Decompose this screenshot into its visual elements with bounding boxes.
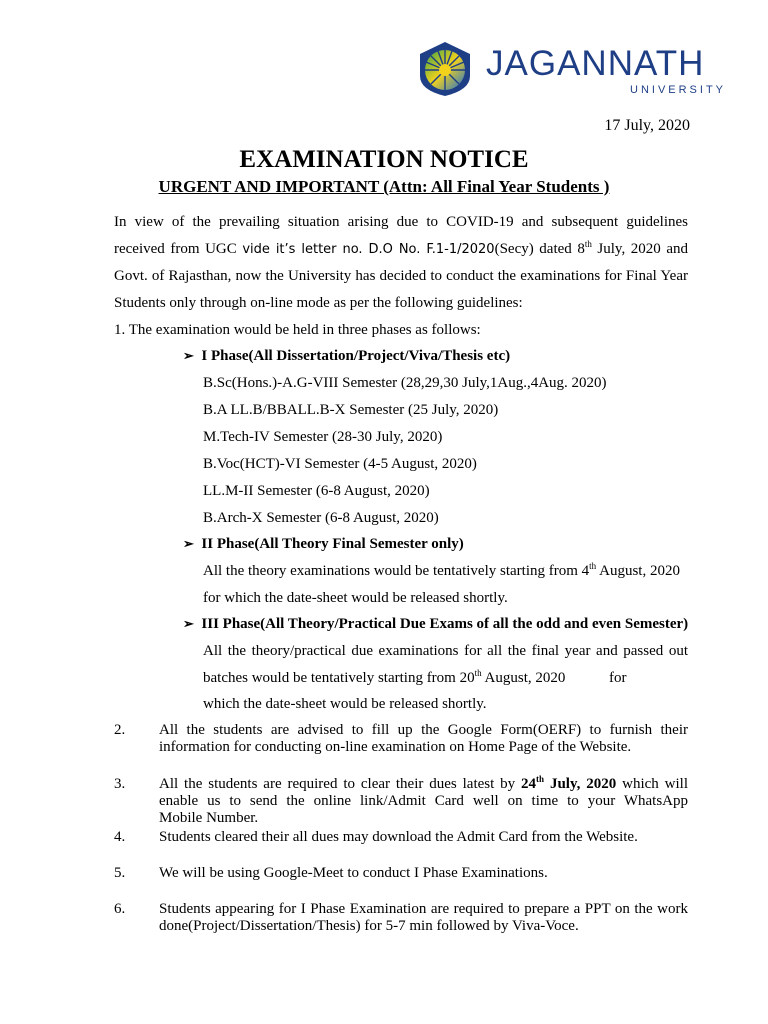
intro-text: July, 2020 and xyxy=(591,241,688,257)
phase-1-item: B.Arch-X Semester (6-8 August, 2020) xyxy=(203,510,439,526)
item-6 xyxy=(159,901,688,935)
item-number-3: 3. xyxy=(114,776,126,792)
phase-1-item: M.Tech-IV Semester (28-30 July, 2020) xyxy=(203,429,443,445)
phase-1-item: LL.M-II Semester (6-8 August, 2020) xyxy=(203,483,430,499)
sunburst-logo-icon xyxy=(416,40,474,98)
item-2 xyxy=(159,722,688,756)
superscript: th xyxy=(536,774,545,784)
due-date-month: July, 2020 xyxy=(544,776,617,792)
item-4 xyxy=(159,829,688,846)
item-2-line: information for conducting on-line examination on Home Page of the Website. xyxy=(159,739,632,755)
phase-2-text: All the theory examinations would be tentatively starting from 4 xyxy=(203,563,590,579)
item-3-line xyxy=(159,776,688,793)
phase-3-line: All the theory/practical due examinations for all the final year and passed out xyxy=(203,643,688,659)
intro-line-5: 1. The examination would be held in three phases as follows: xyxy=(114,322,481,338)
phase-1-item: B.A LL.B/BBALL.B-X Semester (25 July, 2020) xyxy=(203,402,499,418)
item-number-6: 6. xyxy=(114,901,126,917)
notice-title: EXAMINATION NOTICE xyxy=(239,146,529,173)
intro-text: received from UGC xyxy=(114,241,243,257)
phase-1-item: B.Voc(HCT)-VI Semester (4-5 August, 2020) xyxy=(203,456,477,472)
notice-date: 17 July, 2020 xyxy=(604,117,690,134)
phase-2-line xyxy=(203,563,680,580)
item-3-text: All the students are required to clear their dues latest by xyxy=(159,776,522,792)
phase-3-text: batches would be tentatively starting from 20 xyxy=(203,670,475,686)
phase-2-heading xyxy=(183,536,464,553)
notice-subtitle: URGENT AND IMPORTANT (Attn: All Final Year Students ) xyxy=(158,177,610,196)
phase-3-line xyxy=(203,670,565,687)
phase-3-line-end: for xyxy=(609,670,627,686)
item-3-text: which will xyxy=(616,776,688,792)
item-3-line: Mobile Number. xyxy=(159,810,259,826)
logo-subtitle: UNIVERSITY xyxy=(630,84,727,96)
item-6-line: Students appearing for I Phase Examination are required to prepare a PPT on the work xyxy=(159,901,688,917)
university-logo xyxy=(410,38,745,108)
phase-3-text: August, 2020 xyxy=(481,670,566,686)
arrow-bullet-icon: ➢ xyxy=(183,616,194,631)
phase-2-text: August, 2020 xyxy=(596,563,680,579)
superscript: th xyxy=(474,668,482,678)
item-number-5: 5. xyxy=(114,865,126,881)
logo-wordmark: JAGANNATH xyxy=(486,44,705,83)
superscript: th xyxy=(589,561,597,571)
due-date-day: 24 xyxy=(521,776,537,792)
item-6-line: done(Project/Dissertation/Thesis) for 5-7 min followed by Viva-Voce. xyxy=(159,918,579,934)
superscript: th xyxy=(584,239,592,249)
item-3-line: enable us to send the online link/Admit Card well on time to your WhatsApp xyxy=(159,793,688,809)
item-5 xyxy=(159,865,688,882)
phase-3-line: which the date-sheet would be released shortly. xyxy=(203,696,487,712)
intro-paragraph xyxy=(114,209,688,344)
item-4-line: Students cleared their all dues may download the Admit Card from the Website. xyxy=(159,829,638,845)
intro-letter-ref: vide it’s letter no. D.O No. F.1-1/2020 xyxy=(242,242,495,257)
intro-line-4: Students only through on-line mode as per the following guidelines: xyxy=(114,295,523,311)
phase-3-heading xyxy=(183,616,688,633)
item-number-4: 4. xyxy=(114,829,126,845)
intro-text: (Secy) dated 8 xyxy=(494,241,585,257)
item-number-2: 2. xyxy=(114,722,126,738)
phase-1-item: B.Sc(Hons.)-A.G-VIII Semester (28,29,30 July,1Aug.,4Aug. 2020) xyxy=(203,375,607,391)
phase-2-title: II Phase(All Theory Final Semester only) xyxy=(201,536,464,552)
phase-2-line: for which the date-sheet would be released shortly. xyxy=(203,590,508,606)
intro-line-1: In view of the prevailing situation arising due to COVID-19 and subsequent guidelines xyxy=(114,214,688,230)
phase-1-heading xyxy=(183,348,510,365)
item-2-line: All the students are advised to fill up the Google Form(OERF) to furnish their xyxy=(159,722,688,738)
intro-line-3: Govt. of Rajasthan, now the University has decided to conduct the examinations for Final Year xyxy=(114,268,688,284)
arrow-bullet-icon: ➢ xyxy=(183,348,194,363)
item-3 xyxy=(159,776,688,827)
item-5-line: We will be using Google-Meet to conduct I Phase Examinations. xyxy=(159,865,548,881)
phase-1-title: I Phase(All Dissertation/Project/Viva/Thesis etc) xyxy=(201,348,511,364)
intro-line-2 xyxy=(114,236,688,263)
phase-3-title: III Phase(All Theory/Practical Due Exams of all the odd and even Semester) xyxy=(201,616,689,632)
arrow-bullet-icon: ➢ xyxy=(183,536,194,551)
